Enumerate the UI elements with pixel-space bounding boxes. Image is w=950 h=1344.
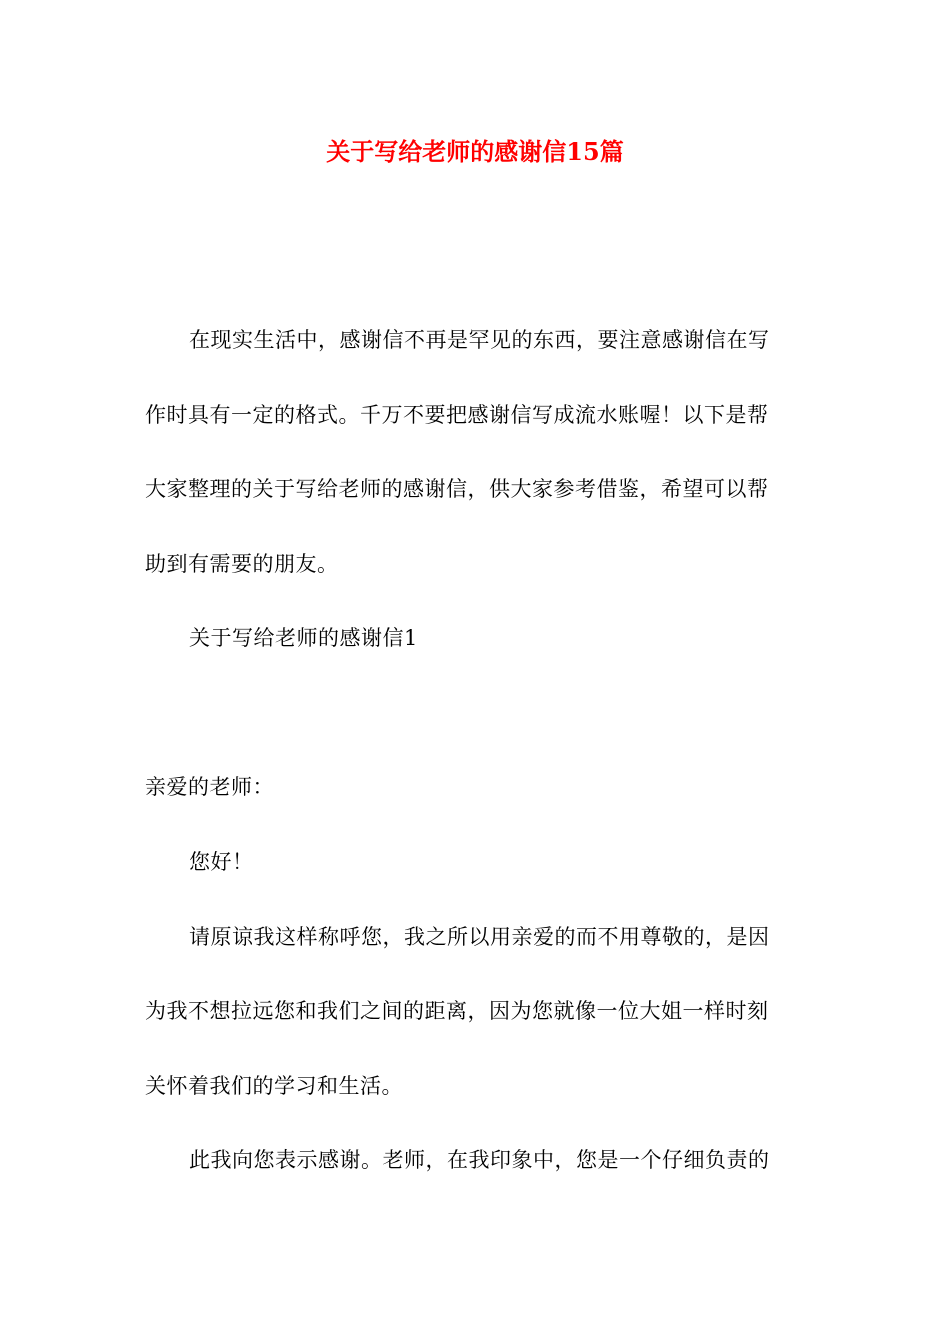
paragraph-line: 此我向您表示感谢。老师，在我印象中，您是一个仔细负责的: [189, 1148, 770, 1172]
document-title: 关于写给老师的感谢信15篇: [326, 137, 624, 166]
paragraph-line: 请原谅我这样称呼您，我之所以用亲爱的而不用尊敬的，是因: [189, 925, 770, 949]
paragraph-line: 助到有需要的朋友。: [145, 552, 339, 576]
paragraph-line: 为我不想拉远您和我们之间的距离，因为您就像一位大姐一样时刻: [145, 999, 769, 1023]
paragraph-line: 在现实生活中，感谢信不再是罕见的东西，要注意感谢信在写: [189, 328, 770, 352]
salutation: 亲爱的老师：: [145, 775, 274, 799]
paragraph-line: 大家整理的关于写给老师的感谢信，供大家参考借鉴，希望可以帮: [145, 477, 769, 501]
paragraph-line: 作时具有一定的格式。千万不要把感谢信写成流水账喔！以下是帮: [145, 403, 769, 427]
greeting: 您好！: [189, 850, 254, 874]
section-heading: 关于写给老师的感谢信1: [189, 626, 418, 650]
paragraph-line: 关怀着我们的学习和生活。: [145, 1074, 403, 1098]
